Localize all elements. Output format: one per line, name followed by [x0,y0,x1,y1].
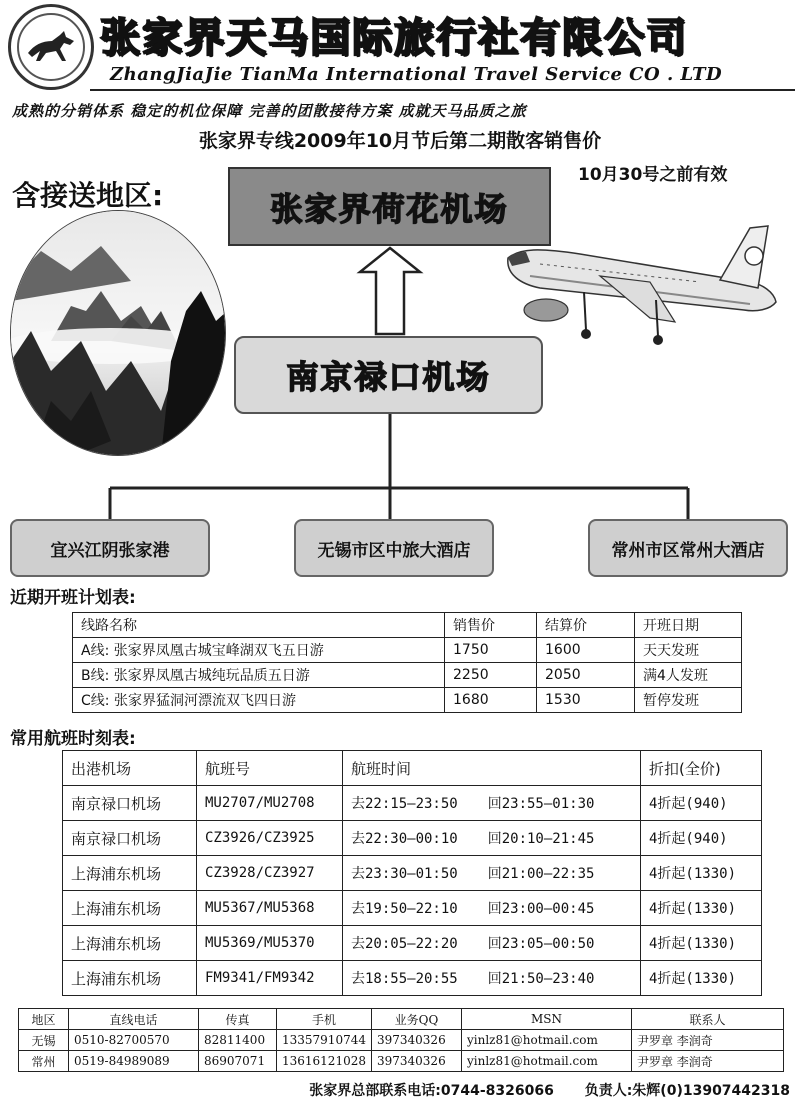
flight-time: 去20:05—22:20 回23:05—00:50 [343,926,641,961]
flight-time: 去23:30—01:50 回21:00—22:35 [343,856,641,891]
departure-schedule: 暂停发班 [635,688,742,713]
airplane-image [500,218,790,358]
fax: 86907071 [199,1051,277,1072]
contact-person: 尹罗章 李润奇 [631,1051,783,1072]
header-flight-no: 航班号 [197,751,343,786]
settle-price: 1530 [537,688,635,713]
departure-airport: 上海浦东机场 [63,891,197,926]
schedule-table [72,612,742,713]
mobile: 13357910744 [277,1030,372,1051]
header-settle-price: 结算价 [537,613,635,638]
schedule-section-label: 近期开班计划表: [10,588,136,608]
page-title: 张家界专线2009年10月节后第二期散客销售价 [198,130,602,152]
mountain-landscape-image [10,210,226,456]
settle-price: 1600 [537,638,635,663]
mobile: 13616121028 [277,1051,372,1072]
table-row [63,821,762,856]
table-row [63,891,762,926]
footer [283,1080,790,1100]
phone: 0510-82700570 [69,1030,199,1051]
manager-contact: 负责人:朱辉(0)13907442318 [584,1083,790,1099]
up-arrow-icon [360,248,420,334]
departure-airport: 南京禄口机场 [63,786,197,821]
flight-number: CZ3926/CZ3925 [197,821,343,856]
phone: 0519-84989089 [69,1051,199,1072]
header-qq: 业务QQ [371,1009,461,1030]
flight-number: MU5369/MU5370 [197,926,343,961]
departure-airport: 上海浦东机场 [63,961,197,996]
departure-airport: 上海浦东机场 [63,926,197,961]
qq: 397340326 [371,1030,461,1051]
hq-phone: 张家界总部联系电话:0744-8326066 [309,1083,554,1099]
table-row [73,638,742,663]
table-row [63,961,762,996]
header-sale-price: 销售价 [445,613,537,638]
route-name: C线: 张家界猛洞河漂流双飞四日游 [73,688,445,713]
route-name: A线: 张家界凤凰古城宝峰湖双飞五日游 [73,638,445,663]
header-fax: 传真 [199,1009,277,1030]
header-discount: 折扣(全价) [641,751,762,786]
discount: 4折起(1330) [641,856,762,891]
fax: 82811400 [199,1030,277,1051]
flight-time: 去19:50—22:10 回23:00—00:45 [343,891,641,926]
horse-logo-icon [24,27,78,67]
header-route: 线路名称 [73,613,445,638]
flight-table [62,750,762,996]
sale-price: 2250 [445,663,537,688]
region: 无锡 [19,1030,69,1051]
flight-time: 去22:30—00:10 回20:10—21:45 [343,821,641,856]
header-airport: 出港机场 [63,751,197,786]
flight-number: MU2707/MU2708 [197,786,343,821]
header-flight-time-label: 航班时间 [351,759,412,778]
header-msn: MSN [461,1009,631,1030]
departure-airport: 南京禄口机场 [63,821,197,856]
discount: 4折起(1330) [641,961,762,996]
header-region: 地区 [19,1009,69,1030]
flight-number: MU5367/MU5368 [197,891,343,926]
logo-ring [17,13,85,81]
validity-note: 10月30号之前有效 [578,165,728,185]
header-mobile: 手机 [277,1009,372,1030]
flight-time: 去18:55—20:55 回21:50—23:40 [343,961,641,996]
table-row [63,856,762,891]
table-row [63,786,762,821]
route-name: B线: 张家界凤凰古城纯玩品质五日游 [73,663,445,688]
table-row [73,663,742,688]
table-header-row [73,613,742,638]
sale-price: 1750 [445,638,537,663]
table-row [19,1030,784,1051]
departure-schedule: 满4人发班 [635,663,742,688]
pickup-area-label: 含接送地区: [12,179,164,212]
flight-number: CZ3928/CZ3927 [197,856,343,891]
header-departure: 开班日期 [635,613,742,638]
contact-table [18,1008,784,1072]
departure-airport: 上海浦东机场 [63,856,197,891]
departure-schedule: 天天发班 [635,638,742,663]
destination-airport-box: 张家界荷花机场 [228,167,551,246]
table-header-row [19,1009,784,1030]
pickup-area-wuxi: 无锡市区中旅大酒店 [294,519,494,577]
table-header-row [63,751,762,786]
origin-airport-box: 南京禄口机场 [234,336,543,414]
flight-time: 去22:15—23:50 回23:55—01:30 [343,786,641,821]
settle-price: 2050 [537,663,635,688]
table-row [63,926,762,961]
discount: 4折起(940) [641,786,762,821]
table-row [73,688,742,713]
pickup-area-yixing: 宜兴江阴张家港 [10,519,210,577]
company-name-cn: 张家界天马国际旅行社有限公司 [100,15,688,61]
msn: yinlz81@hotmail.com [461,1030,631,1051]
header-contact: 联系人 [631,1009,783,1030]
slogan: 成熟的分销体系 稳定的机位保障 完善的团散接待方案 成就天马品质之旅 [12,102,527,120]
qq: 397340326 [371,1051,461,1072]
discount: 4折起(1330) [641,891,762,926]
company-name-en: ZhangJiaJie TianMa International Travel Service CO . LTD [110,64,723,85]
company-logo [8,4,94,90]
sale-price: 1680 [445,688,537,713]
flight-number: FM9341/FM9342 [197,961,343,996]
region: 常州 [19,1051,69,1072]
header-flight-time [343,751,641,786]
table-row [19,1051,784,1072]
flights-section-label: 常用航班时刻表: [10,729,136,749]
contact-person: 尹罗章 李润奇 [631,1030,783,1051]
pickup-area-changzhou: 常州市区常州大酒店 [588,519,788,577]
discount: 4折起(940) [641,821,762,856]
msn: yinlz81@hotmail.com [461,1051,631,1072]
header-phone: 直线电话 [69,1009,199,1030]
discount: 4折起(1330) [641,926,762,961]
header-divider [90,89,795,91]
